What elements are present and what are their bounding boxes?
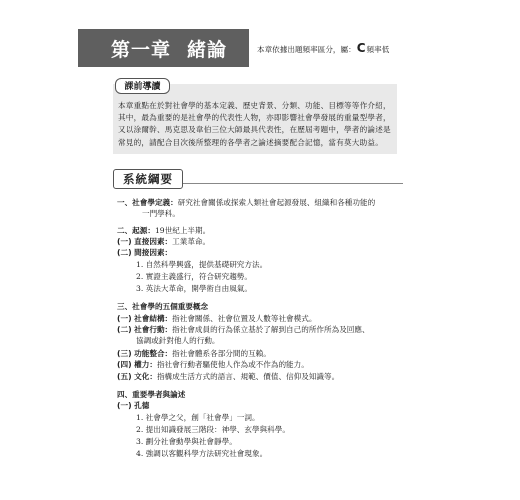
intro-line: 常見的，請配合目次後所整理的各學者之論述摘要配合記憶，當有莫大助益。 — [118, 137, 383, 147]
list-item: 2. 提出知識發展三階段：神學、玄學與科學。 — [136, 425, 290, 434]
list-item: 1. 社會學之父，創「社會學」一詞。 — [136, 413, 260, 422]
list-item: 4. 強調以客觀科學方法研究社會現象。 — [136, 449, 268, 458]
list-item: 1. 自然科學興盛，提供基礎研究方法。 — [136, 260, 268, 269]
intro-text — [118, 100, 396, 149]
outline-subitem-direct-factor: (一) 直接因素：工業革命。 — [117, 237, 211, 246]
section-rule — [183, 183, 403, 184]
chapter-name: 緒論 — [187, 38, 228, 61]
outline-subitem-integration: (三) 功能整合：指社會體系各部分間的互賴。 — [117, 349, 271, 358]
list-item: 2. 實證主義盛行，符合研究趨勢。 — [136, 272, 252, 281]
outline-item-continuation: 一門學科。 — [142, 209, 180, 218]
outline-subitem-structure: (一) 社會結構：指社會關係、社會位置及人數等社會模式。 — [117, 314, 317, 323]
intro-line: 又以涂爾幹、馬克思及韋伯三位大師最具代表性，在歷屆考題中，學者的論述是 — [118, 125, 391, 135]
frequency-rating — [257, 41, 389, 55]
intro-line: 其中，最為重要的是社會學的代表性人物，亦即影響社會學發展的重量型學者， — [118, 113, 391, 123]
section-title: 系統綱要 — [113, 169, 183, 189]
section-header — [113, 169, 403, 191]
outline-subitem-comte: (一) 孔德 — [117, 401, 150, 410]
chapter-banner — [78, 29, 249, 67]
rating-grade: C — [356, 41, 366, 55]
outline-item-concepts: 三、社會學的五個重要概念 — [117, 302, 209, 311]
chapter-title — [111, 35, 227, 62]
outline-subitem-indirect-factor: (二) 間接因素： — [117, 248, 173, 257]
chapter-number: 第一章 — [111, 38, 172, 61]
list-item: 3. 劃分社會動學與社會靜學。 — [136, 437, 237, 446]
rating-prefix: 本章依據出題頻率區分，屬： — [257, 45, 356, 54]
outline-item-definition: 一、社會學定義：研究社會關係或探索人類社會起源發展、組織和各種功能的 — [117, 198, 376, 207]
outline-subitem-action: (二) 社會行動：指社會成員的行為係立基於了解到自己的所作所為及回應、 — [117, 325, 370, 334]
outline-subitem-power: (四) 權力：指社會行動者驅使他人作為或不作為的能力。 — [117, 360, 309, 369]
outline-item-origin: 二、起源：19世紀上半期。 — [117, 226, 211, 235]
outline-item-continuation: 協調或針對他人的行動。 — [136, 336, 220, 345]
intro-tab: 課前導讀 — [115, 78, 170, 94]
rating-suffix: 頻率低 — [366, 45, 390, 54]
list-item: 3. 英法大革命，開學術自由風氣。 — [136, 284, 252, 293]
intro-line: 本章重點在於對社會學的基本定義、歷史背景、分類、功能、目標等等作介紹， — [118, 101, 391, 110]
outline-item-scholars: 四、重要學者與論述 — [117, 390, 186, 399]
outline-subitem-culture: (五) 文化：指構成生活方式的語言、規範、價值、信仰及知識等。 — [117, 372, 340, 381]
